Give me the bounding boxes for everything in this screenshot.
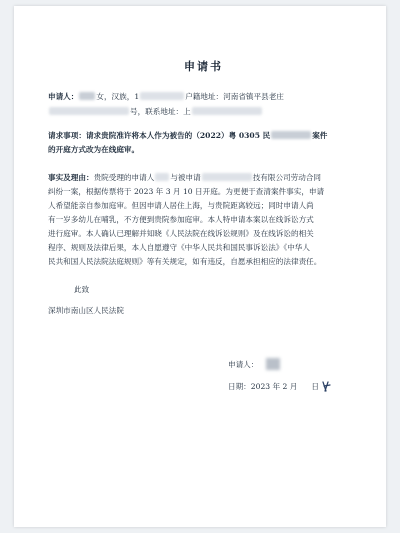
applicant-contact-text: 号，联系地址：上	[130, 107, 191, 116]
redacted-birthdate	[140, 92, 184, 100]
signature-applicant-label: 申请人：	[228, 360, 259, 369]
redacted-name	[79, 92, 95, 100]
date-label: 日期：	[228, 382, 251, 391]
facts-line-2: 纠纷一案，根据传票将于 2023 年 3 月 10 日开庭。为更便于查清案件事实，申请	[48, 187, 325, 196]
request-tail: 案件	[312, 131, 328, 140]
redacted-company-name	[202, 173, 252, 181]
facts-line-3: 人希望能亲自参加庭审。但因申请人居住上海，与贵院距离较远；同时申请人尚	[48, 201, 314, 210]
facts-line-6: 程序、规则及法律后果，本人自愿遵守《中华人民共和国民事诉讼法》《中华人	[48, 243, 310, 252]
facts-text-b: 与被申请	[170, 173, 201, 182]
request-label: 请求事项：	[48, 131, 86, 140]
request-line-2: 的开庭方式改为在线庭审。	[48, 145, 140, 154]
document-page	[14, 6, 386, 527]
request-line-1	[48, 131, 327, 141]
applicant-label: 申请人：	[48, 92, 79, 101]
request-text: 请求贵院准许将本人作为被告的（2022）粤 0305 民	[85, 131, 271, 140]
signature-applicant	[228, 360, 258, 370]
applicant-line-1	[48, 92, 284, 102]
applicant-address-text: 户籍地址：河南省镇平县老庄	[185, 92, 284, 101]
date-text: 2023 年 2 月	[250, 382, 298, 391]
facts-text-a: 贵院受理的申请人	[93, 173, 155, 182]
facts-line-7: 民共和国人民法院法庭规则》等有关规定，如有违反，自愿承担相应的法律责任。	[48, 257, 322, 266]
redacted-contact-address	[192, 107, 262, 115]
handwritten-day-mark	[321, 381, 333, 392]
court-name: 深圳市南山区人民法院	[48, 306, 124, 315]
signature-date	[228, 382, 319, 392]
redacted-case-number	[271, 131, 311, 139]
redacted-applicant-name	[155, 173, 169, 181]
applicant-identity-text: 女，汉族，1	[96, 92, 140, 101]
salutation: 此致	[74, 285, 90, 294]
applicant-line-2	[48, 107, 263, 117]
facts-label: 事实及理由：	[48, 173, 94, 182]
document-title: 申请书	[184, 60, 223, 73]
facts-line-5: 进行庭审。本人确认已理解并知晓《人民法院在线诉讼规则》及在线诉讼的相关	[48, 229, 314, 238]
date-day: 日	[311, 382, 319, 391]
facts-line-1	[48, 173, 321, 183]
redacted-signature	[266, 358, 280, 370]
facts-text-c: 技有限公司劳动合同	[252, 173, 322, 182]
redacted-village	[49, 107, 129, 115]
facts-line-4: 有一岁多幼儿在哺乳，不方便到贵院参加庭审。本人特申请本案以在线诉讼方式	[48, 215, 314, 224]
